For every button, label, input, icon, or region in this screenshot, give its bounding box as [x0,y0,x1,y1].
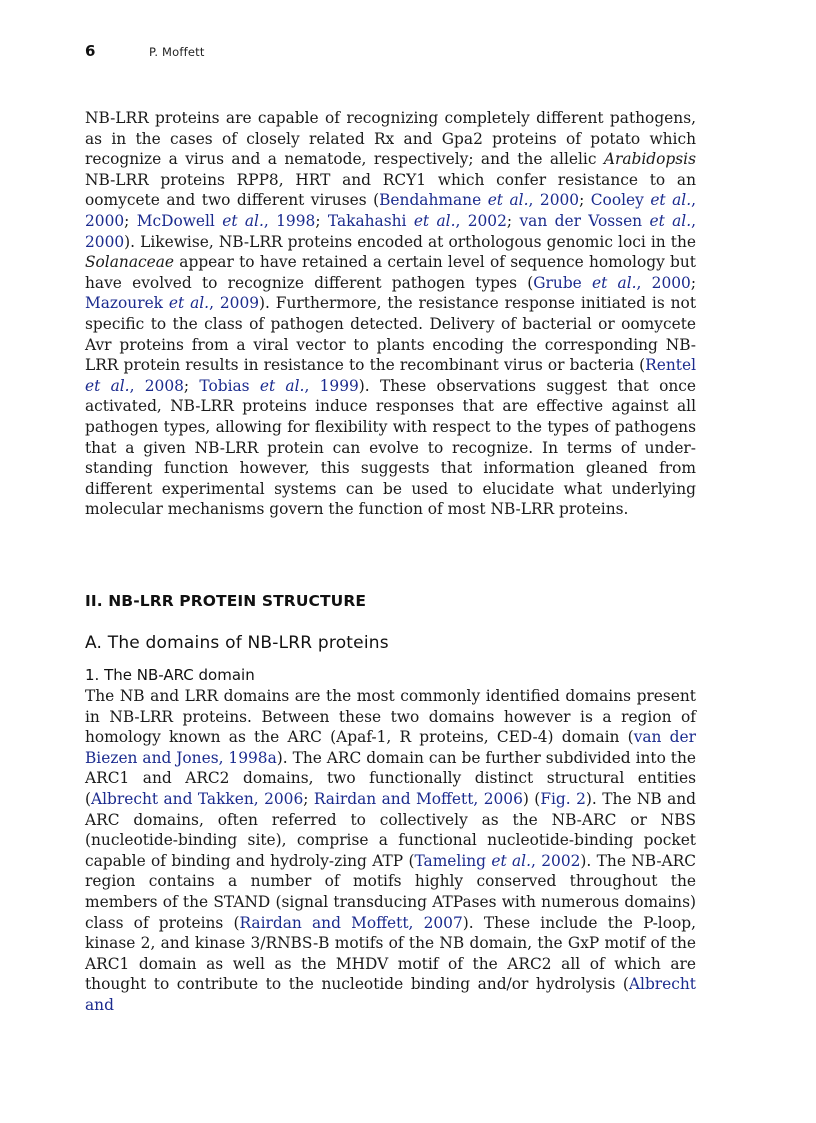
text-run: NB-LRR proteins RPP8, HRT and RCY1 which confer resistance to an oomycete and two different viruses ( [85,170,696,210]
text-run: NB-LRR proteins are capable of recognizing completely different pathogens, as in the cases of closely related Rx and Gpa2 proteins of potato which recognize a virus and a nematode, respectively; and the allelic [85,109,696,169]
running-head [85,42,205,64]
citation-link-rairdan-2007[interactable]: Rairdan and Moffett, 2007 [239,913,463,932]
species-name: Arabidopsis [603,150,696,169]
citation-link-rentel[interactable]: Rentel et al., 2008 [85,356,696,395]
text-run: ). These observations suggest that once activated, NB-LRR proteins induce responses that are effective against all pathogen types, allowing for flexibility with respect to the types of pathogens that a given NB-LRR protein can evolve to recognize. In terms of under-standing function however, this suggests that information gleaned from different experimental systems can be used to elucidate what underlying molecular mechanisms govern the function of most NB-LRR proteins. [85,376,696,519]
separator: ; [124,211,137,230]
text-run: ). Likewise, NB-LRR proteins encoded at orthologous genomic loci in the [124,232,696,251]
family-name: Solanaceae [85,253,175,272]
citation-link-tameling[interactable]: Tameling et al., 2002 [414,851,581,870]
text-run: ) ( [522,789,541,808]
running-head-author: P. Moffett [149,45,205,59]
separator: ; [315,211,328,230]
citation-link-mcdowell[interactable]: McDowell et al., 1998 [136,211,316,230]
page-number: 6 [85,42,96,60]
citation-link-bendahmane[interactable]: Bendahmane et al., 2000 [379,191,580,210]
citation-link-tobias[interactable]: Tobias et al., 1999 [199,376,359,395]
figure-link-fig2[interactable]: Fig. 2 [540,789,586,808]
separator: ; [183,376,200,395]
citation-link-albrecht-continued[interactable]: Albrecht and [85,975,696,1014]
subsubsection-heading: 1. The NB-ARC domain [85,666,255,684]
text-run: appear to have retained a certain level of sequence homology but have evolved to recognize different pathogen types ( [85,253,696,292]
separator: ; [690,273,697,292]
citation-link-cooley[interactable]: Cooley et al., 2000 [85,191,697,230]
citation-link-albrecht-2006[interactable]: Albrecht and Takken, 2006 [91,789,304,808]
text-run: The NB and LRR domains are the most commonly identified domains present in NB-LRR proteins. Between these two domains however is a region of homology known as the ARC (Apaf-1, R proteins, CED-4) domain ( [85,687,696,747]
text-run: ). The NB-ARC region contains a number of motifs highly conserved throughout the members of the STAND (signal transducing ATPases with numerous domains) class of proteins ( [85,851,697,932]
text-run: ). The NB and ARC domains, often referred to collectively as the NB-ARC or NBS (nucleotide-binding site), comprise a functional nucleotide-binding pocket capable of binding and hydroly-zing ATP ( [85,789,697,870]
citation-link-takahashi[interactable]: Takahashi et al., 2002 [327,211,507,230]
paragraph-intro [85,108,696,520]
citation-link-mazourek[interactable]: Mazourek et al., 2009 [85,294,260,313]
text-run: ). The ARC domain can be further subdivided into the ARC1 and ARC2 domains, two functionally distinct structural entities ( [85,748,696,808]
citation-link-van-der-vossen[interactable]: van der Vossen et al., 2000 [85,211,697,251]
separator: ; [579,191,591,210]
citation-link-rairdan-2006[interactable]: Rairdan and Moffett, 2006 [313,789,523,808]
paragraph-nb-arc [85,686,696,1016]
text-run: ). Furthermore, the resistance response initiated is not specific to the class of pathogen detected. Delivery of bacterial or oomycete Avr proteins from a viral vector to plants encoding the corresponding NB-LRR protein results in resistance to the recombinant virus or bacteria ( [85,294,697,375]
citation-link-van-der-biezen[interactable]: van der Biezen and Jones, 1998a [85,728,696,767]
separator: ; [303,789,314,808]
subsection-heading: A. The domains of NB-LRR proteins [85,633,389,653]
section-heading: II. NB-LRR PROTEIN STRUCTURE [85,592,367,610]
text-run: ). These include the P-loop, kinase 2, and kinase 3/RNBS-B motifs of the NB domain, the GxP motif of the ARC1 domain as well as the MHDV motif of the ARC2 all of which are thought to contribute to the nucleotide binding and/or hydrolysis ( [85,913,696,994]
citation-link-grube[interactable]: Grube et al., 2000 [533,273,691,292]
separator: ; [506,211,520,230]
